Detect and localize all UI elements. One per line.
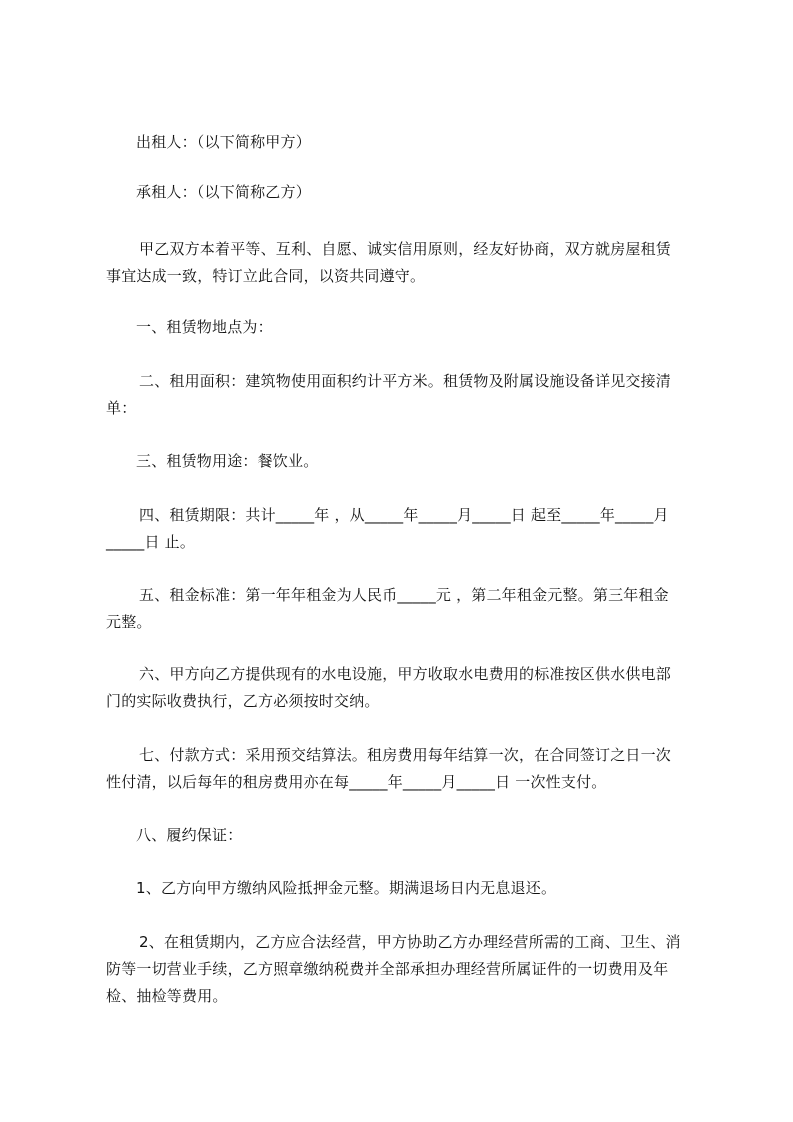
clause-8-item-1: 1、乙方向甲方缴纳风险抵押金元整。期满退场日内无息退还。: [136, 879, 557, 897]
lessor-line: 出租人：（以下简称甲方）: [136, 133, 311, 151]
clause-6-line-1: 六、甲方向乙方提供现有的水电设施，甲方收取水电费用的标准按区供水供电部: [139, 665, 672, 683]
clause-2-line-2: 单：: [106, 399, 137, 417]
clause-5-line-2: 元整。: [106, 613, 152, 631]
clause-8-item-2-line-3: 检、抽检等费用。: [106, 987, 228, 1005]
clause-8-item-2-line-1: 2、在租赁期内，乙方应合法经营，甲方协助乙方办理经营所需的工商、卫生、消: [139, 933, 681, 951]
clause-3: 三、租赁物用途：餐饮业。: [136, 452, 319, 470]
clause-7-line-2: 性付清，以后每年的租房费用亦在每_____年_____月_____日 一次性支付。: [106, 773, 607, 791]
clause-5-line-1: 五、租金标准：第一年年租金为人民币_____元 ，第二年租金元整。第三年租金: [139, 586, 669, 604]
clause-4-line-2: _____日 止。: [106, 533, 196, 551]
clause-8-title: 八、履约保证：: [136, 826, 243, 844]
clause-4-line-1: 四、租赁期限：共计_____年 ，从_____年_____月_____日 起至_____年_____月: [139, 506, 669, 524]
intro-line-2: 事宜达成一致，特订立此合同，以资共同遵守。: [106, 267, 426, 285]
clause-2-line-1: 二、租用面积：建筑物使用面积约计平方米。租赁物及附属设施设备详见交接清: [139, 372, 672, 390]
clause-6-line-2: 门的实际收费执行，乙方必须按时交纳。: [106, 692, 380, 710]
clause-7-line-1: 七、付款方式：采用预交结算法。租房费用每年结算一次，在合同签订之日一次: [139, 746, 672, 764]
intro-line-1: 甲乙双方本着平等、互利、自愿、诚实信用原则，经友好协商，双方就房屋租赁: [139, 240, 672, 258]
lessee-line: 承租人：（以下简称乙方）: [136, 183, 311, 201]
clause-1: 一、租赁物地点为：: [136, 318, 273, 336]
clause-8-item-2-line-2: 防等一切营业手续，乙方照章缴纳税费并全部承担办理经营所属证件的一切费用及年: [106, 960, 669, 978]
